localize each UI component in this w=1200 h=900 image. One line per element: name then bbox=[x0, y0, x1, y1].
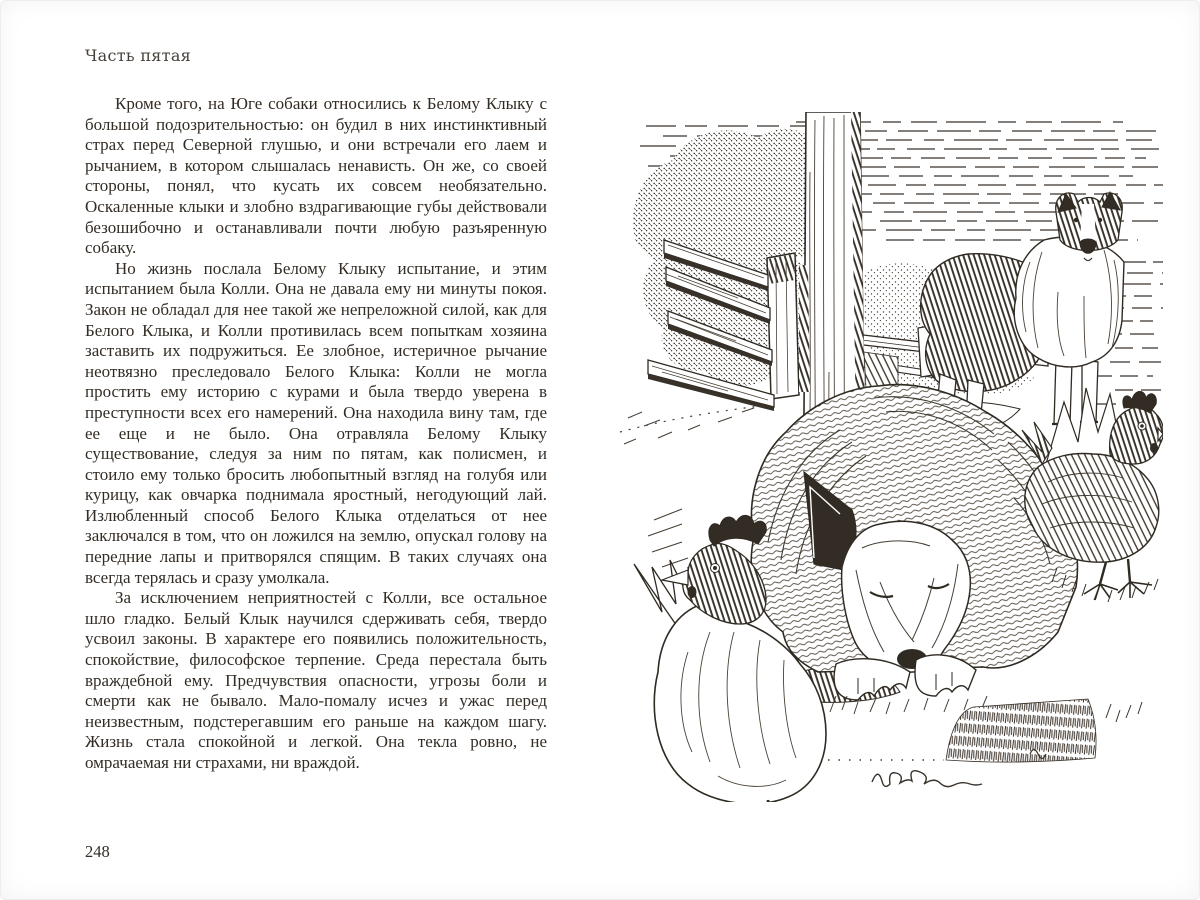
paragraph: За исключением неприятностей с Колли, все остальное шло гладко. Белый Клык научился сдерживать себя, твердо усвоил законы. В характере его появились положительность, спокойствие, философское терпение. Среда перестала быть враждебной ему. Предчувствия опасности, угрозы боли и смерти как не бывало. Мало-помалу исчез и ужас перед неизвестным, подстерегавшим его раньше на каждом шагу. Жизнь стала спокойной и легкой. Она текла ровно, не омрачаемая ни страхами, ни враждой. bbox=[85, 588, 547, 772]
body-text bbox=[85, 94, 547, 774]
paragraph: Но жизнь послала Белому Клыку испытание, и этим испытанием была Колли. Она не давала ему ни минуты покоя. Закон не обладал для нее такой же непреложной силой, как для Белого Клыка, и Колли противилась всем попыткам хозяина заставить их подружиться. Ее злобное, истеричное рычание неотвязно преследовало Белого Клыка: Колли не могла простить ему историю с курами и была твердо уверена в преступности всех его намерений. Она находила вину там, где ее еще и не было. Она отравляла Белому Клыку существование, следуя за ним по пятам, как полисмен, и стоило ему только бросить любопытный взгляд на голубя или курицу, как овчарка поднимала яростный, негодующий лай. Излюбленный способ Белого Клыка отделаться от нее заключался в том, что он ложился на землю, опускал голову на передние лапы и притворялся спящим. В таких случаях она всегда терялась и сразу умолкала. bbox=[85, 258, 547, 587]
white-fang-illustration bbox=[618, 112, 1163, 802]
paragraph: Кроме того, на Юге собаки относились к Белому Клыку с большой подозрительностью: он будил в них инстинктивный страх перед Северной глушью, и они встречали его лаем и рычанием, в котором слышалась ненависть. Он же, со своей стороны, понял, что кусать их совсем необязательно. Оскаленные клыки и злобно вздрагивающие губы действовали безошибочно и останавливали почти любую разъяренную собаку. bbox=[85, 94, 547, 258]
artist-signature bbox=[872, 771, 982, 787]
illustration bbox=[618, 112, 1163, 802]
grass bbox=[828, 699, 1142, 762]
left-page bbox=[85, 46, 547, 774]
page-number: 248 bbox=[85, 842, 110, 861]
running-head: Часть пятая bbox=[85, 46, 192, 65]
